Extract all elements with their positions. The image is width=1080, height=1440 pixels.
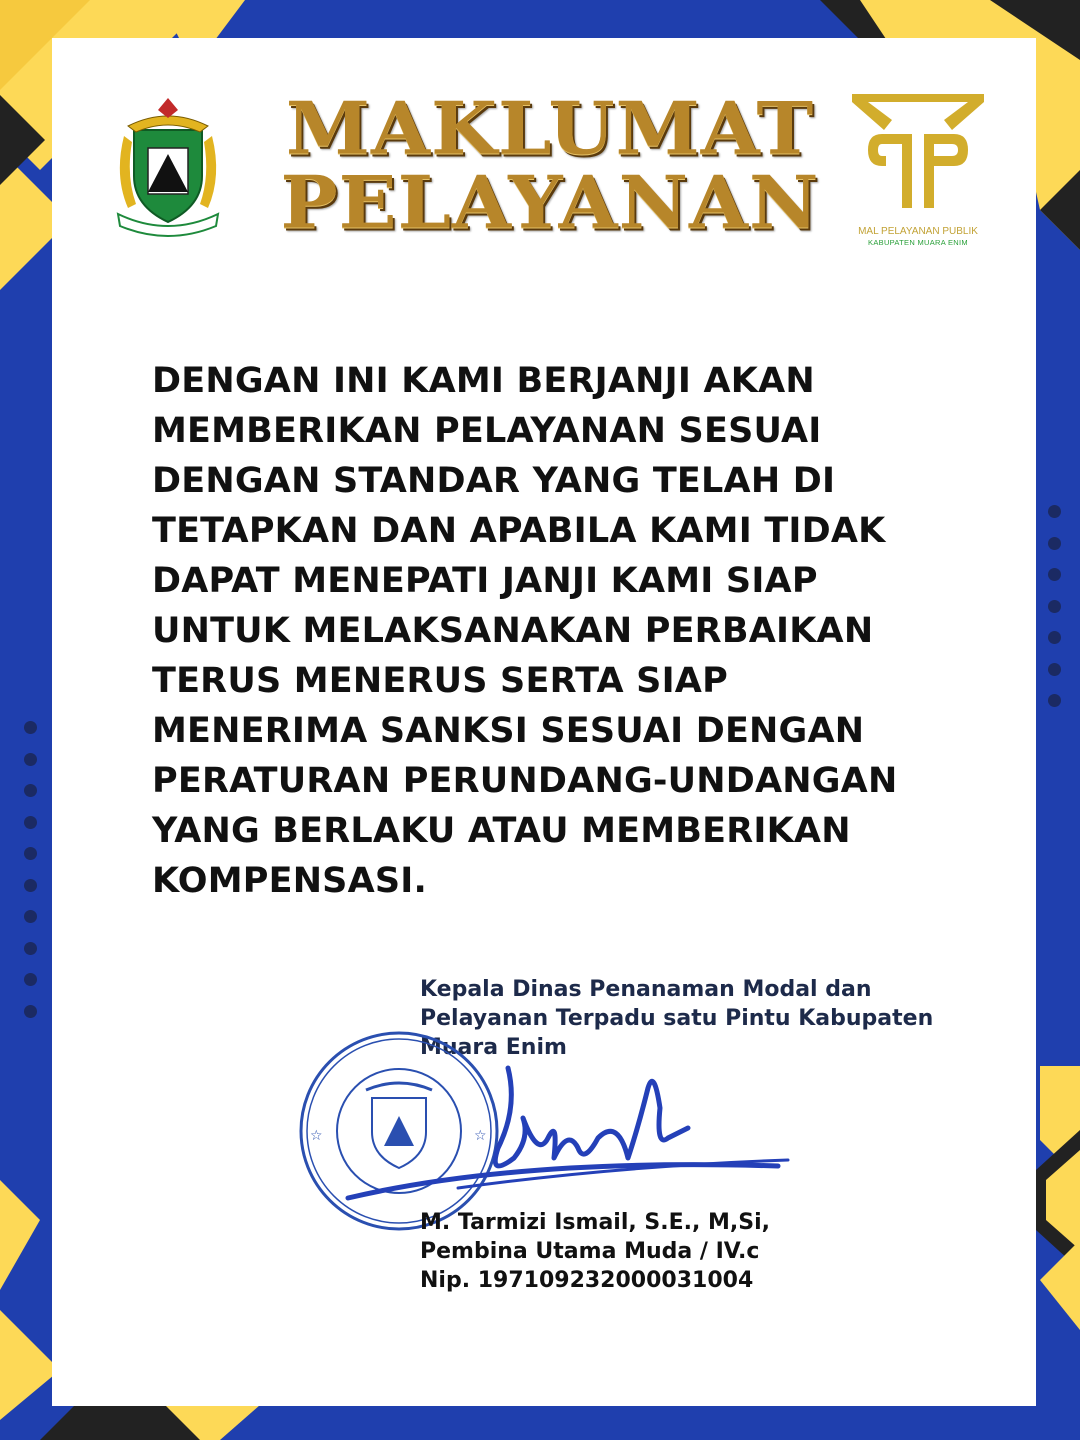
mpp-logo-icon bbox=[846, 90, 990, 224]
signatory-name: M. Tarmizi Ismail, S.E., M,Si, bbox=[420, 1210, 770, 1235]
left-dot-column bbox=[24, 721, 38, 1036]
signatory-block bbox=[420, 1208, 940, 1295]
svg-text:☆: ☆ bbox=[474, 1128, 487, 1144]
signatory-rank: Pembina Utama Muda / IV.c bbox=[420, 1239, 760, 1264]
regency-emblem-icon bbox=[104, 96, 232, 242]
right-dot-column bbox=[1048, 505, 1062, 726]
title-line-1: MAKLUMAT bbox=[285, 86, 815, 171]
page-title bbox=[270, 86, 830, 245]
title-line-2: PELAYANAN bbox=[280, 160, 820, 245]
svg-text:☆: ☆ bbox=[310, 1128, 323, 1144]
service-statement: DENGAN INI KAMI BERJANJI AKAN MEMBERIKAN PELAYANAN SESUAI DENGAN STANDAR YANG TELAH DI TETAPKAN DAN APABILA KAMI TIDAK DAPAT MENEPATI JANJI KAMI SIAP UNTUK MELAKSANAKAN PERBAIKAN TERUS MENERUS SERTA SIAP MENERIMA SANKSI SESUAI DENGAN PERATURAN PERUNDANG-UNDANGAN YANG BERLAKU ATAU MEMBERIKAN KOMPENSASI. bbox=[152, 361, 898, 901]
mpp-subtitle: KABUPATEN MUARA ENIM bbox=[868, 238, 968, 247]
mpp-name: MAL PELAYANAN PUBLIK bbox=[858, 226, 978, 237]
signatory-position: Kepala Dinas Penanaman Modal dan Pelayanan Terpadu satu Pintu Kabupaten Muara Enim bbox=[420, 977, 934, 1060]
signatory-nip: Nip. 197109232000031004 bbox=[420, 1268, 754, 1293]
